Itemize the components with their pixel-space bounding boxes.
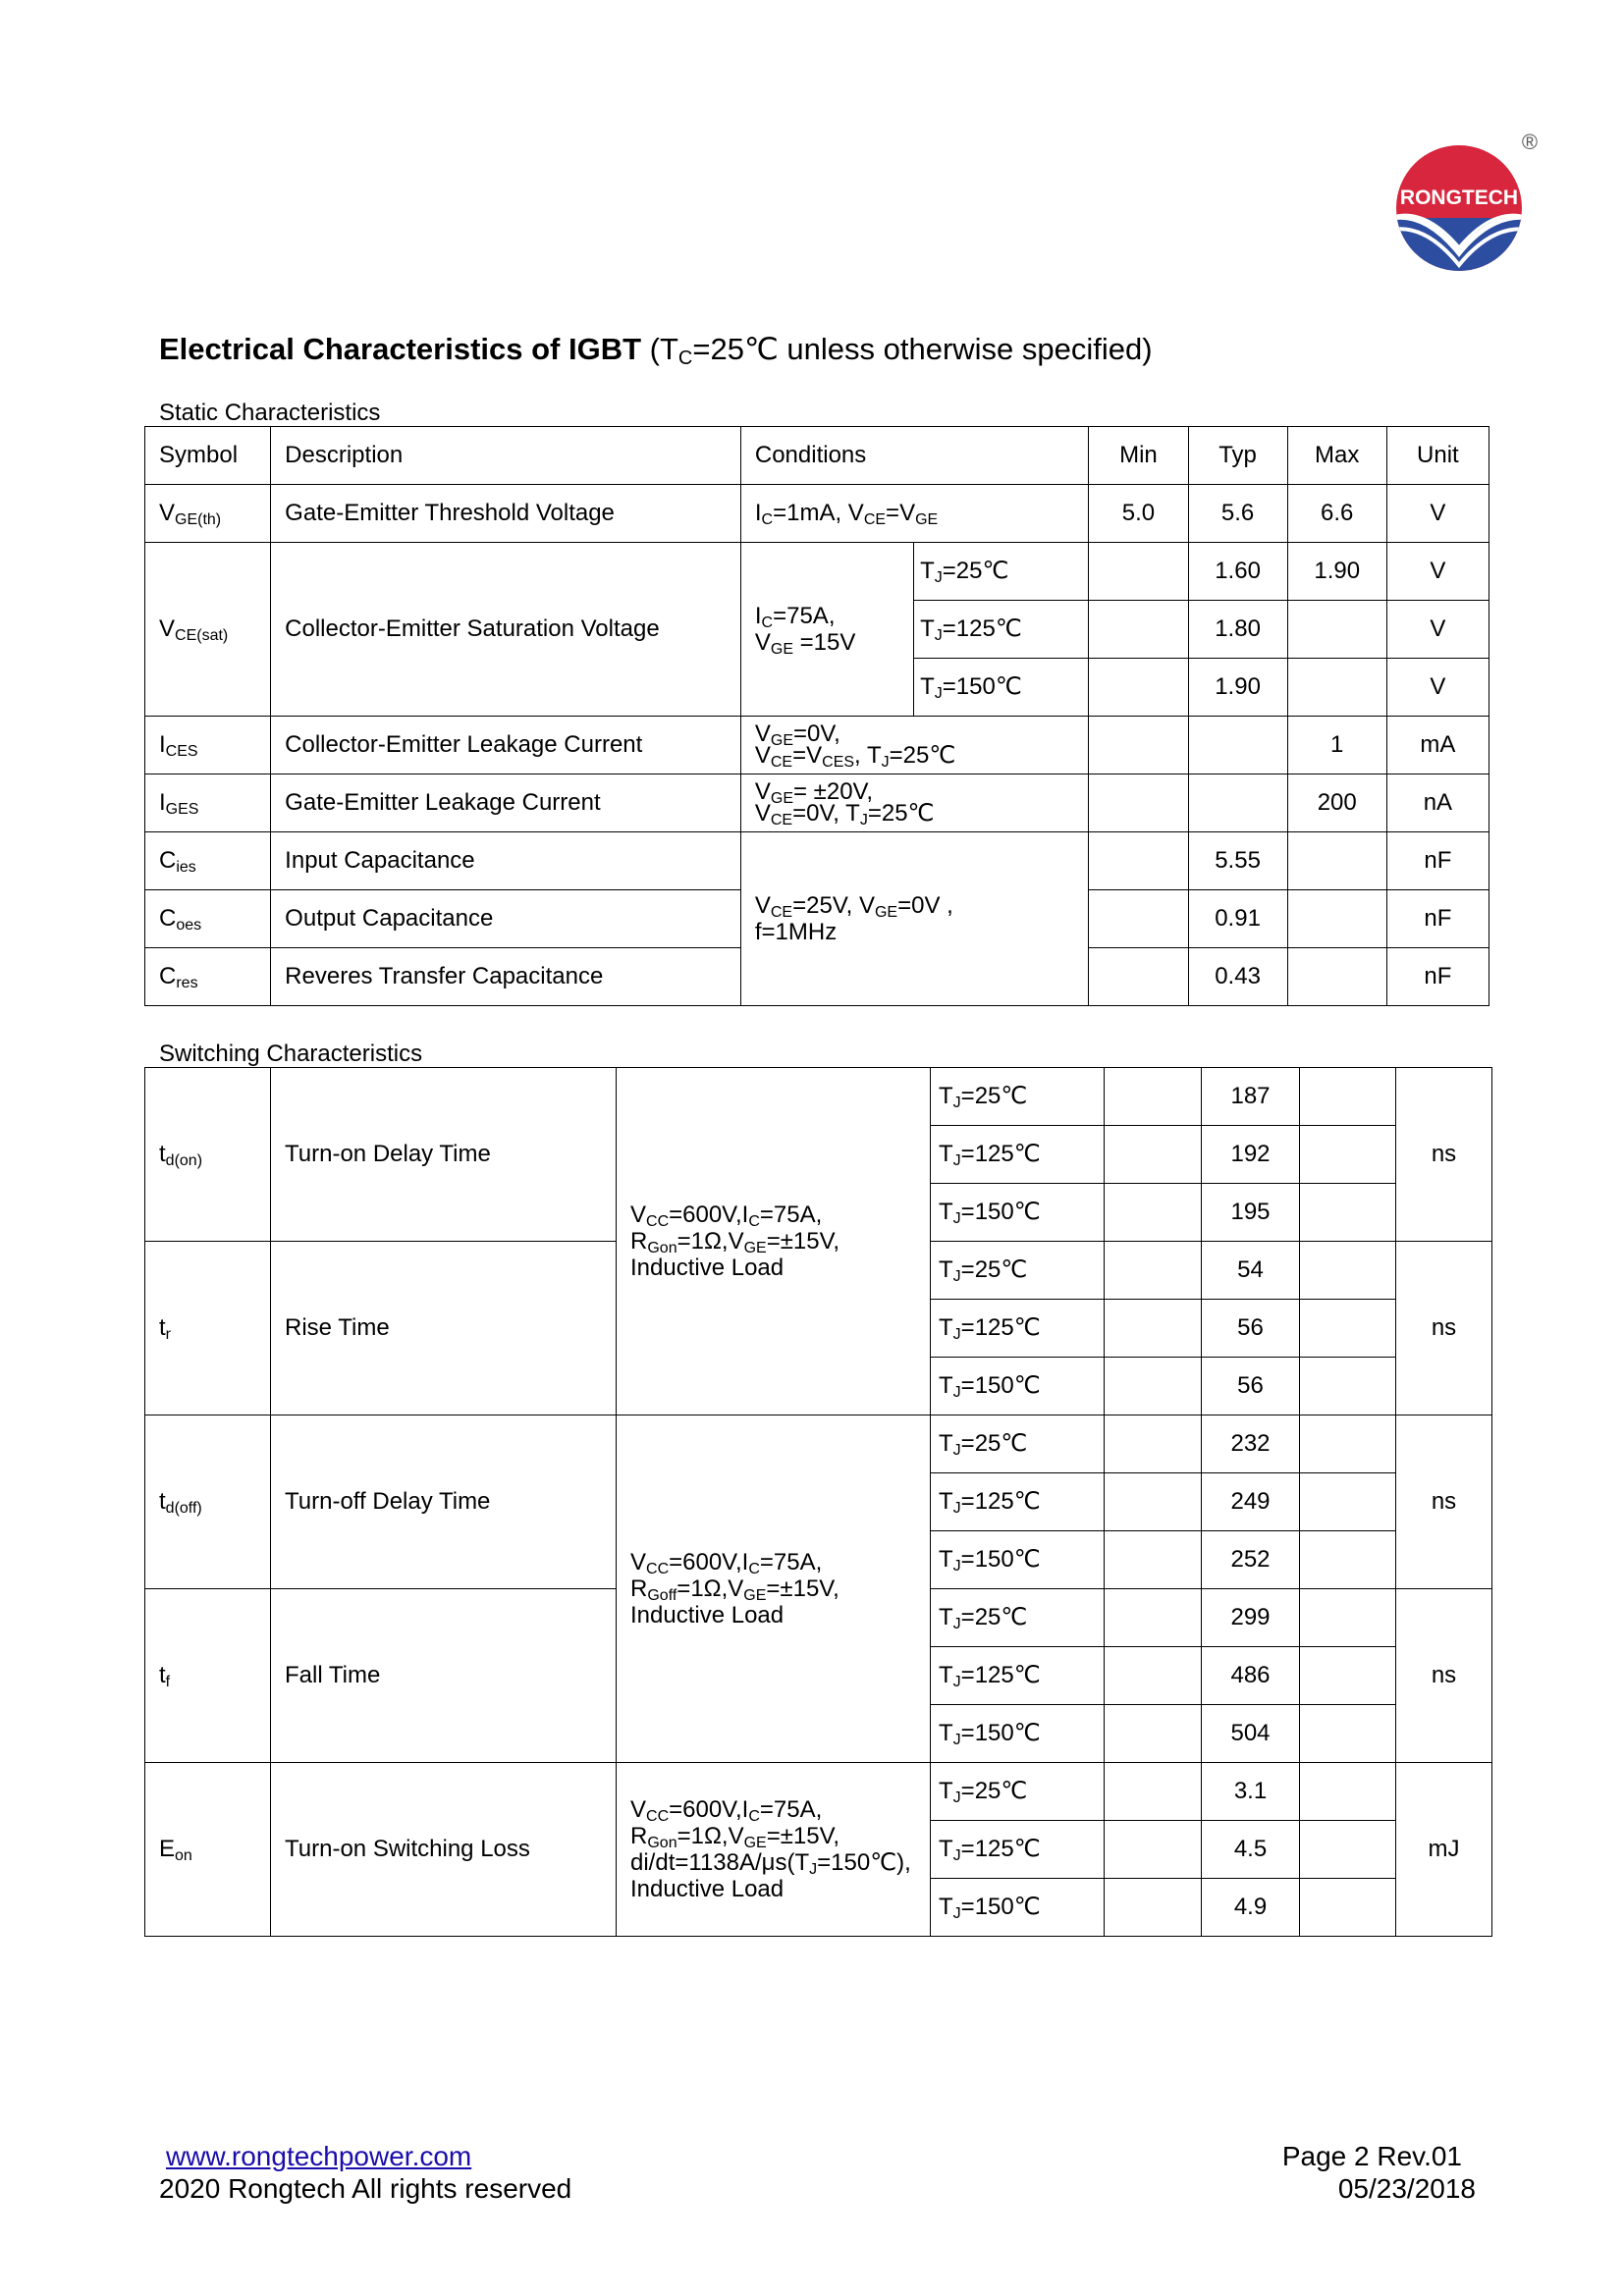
- description-cell: Collector-Emitter Saturation Voltage: [271, 543, 741, 717]
- typ-cell: 3.1: [1202, 1763, 1300, 1821]
- tj-cell: $T_J=125℃$: [931, 1300, 1105, 1358]
- min-cell: [1089, 717, 1188, 774]
- min-cell: [1089, 774, 1188, 832]
- table-row: [145, 832, 1489, 890]
- table-row: [145, 485, 1489, 543]
- symbol-cell: $I_{CES}$: [145, 717, 271, 774]
- typ-cell: 56: [1202, 1300, 1300, 1358]
- typ-cell: [1188, 717, 1287, 774]
- header-symbol: Symbol: [145, 427, 271, 485]
- static-characteristics-table: [144, 426, 1489, 1006]
- table-row: [145, 774, 1489, 832]
- tj-cell: $T_J=25℃$: [931, 1589, 1105, 1647]
- symbol-cell: $C_{ies}$: [145, 832, 271, 890]
- max-cell: [1300, 1705, 1396, 1763]
- symbol-cell: $V_{GE(th)}$: [145, 485, 271, 543]
- unit-cell: ns: [1396, 1415, 1492, 1589]
- tj-cell: $T_J=150℃$: [931, 1531, 1105, 1589]
- typ-cell: 0.91: [1188, 890, 1287, 948]
- unit-cell: V: [1386, 485, 1489, 543]
- max-cell: 200: [1287, 774, 1386, 832]
- tj-cell: $T_J=150℃$: [931, 1184, 1105, 1242]
- max-cell: [1300, 1821, 1396, 1879]
- logo-brand-text: RONGTECH: [1399, 187, 1519, 209]
- header-max: Max: [1287, 427, 1386, 485]
- min-cell: [1105, 1473, 1202, 1531]
- min-cell: [1105, 1879, 1202, 1937]
- conditions-cell: $V_{CC}=600V,I_C=75A$, $R_{Gon}=1\Omega,V_{GE}=\pm 15V$, $di/dt=1138A/\mu s(T_J=150℃)$, Inductive Load: [617, 1763, 931, 1937]
- max-cell: [1300, 1242, 1396, 1300]
- typ-cell: 1.90: [1188, 659, 1287, 717]
- max-cell: [1300, 1531, 1396, 1589]
- max-cell: [1300, 1415, 1396, 1473]
- tj-cell: $T_J=125℃$: [914, 601, 1089, 659]
- symbol-cell: $I_{GES}$: [145, 774, 271, 832]
- typ-cell: 504: [1202, 1705, 1300, 1763]
- header-min: Min: [1089, 427, 1188, 485]
- typ-cell: 252: [1202, 1531, 1300, 1589]
- max-cell: [1300, 1184, 1396, 1242]
- unit-cell: ns: [1396, 1242, 1492, 1415]
- description-cell: Turn-off Delay Time: [271, 1415, 617, 1589]
- max-cell: [1300, 1068, 1396, 1126]
- unit-cell: nA: [1386, 774, 1489, 832]
- typ-cell: 4.9: [1202, 1879, 1300, 1937]
- unit-cell: mJ: [1396, 1763, 1492, 1937]
- conditions-cell: $V_{GE}=0V$, $V_{CE}=V_{CES}$, $T_J=25℃$: [740, 717, 1089, 774]
- tj-cell: $T_J=125℃$: [931, 1473, 1105, 1531]
- conditions-cell: $V_{CC}=600V,I_C=75A$, $R_{Goff}=1\Omega,V_{GE}=\pm 15V$, Inductive Load: [617, 1415, 931, 1763]
- max-cell: [1300, 1589, 1396, 1647]
- min-cell: [1105, 1589, 1202, 1647]
- header-unit: Unit: [1386, 427, 1489, 485]
- symbol-cell: $t_{d(on)}$: [145, 1068, 271, 1242]
- title-bold: Electrical Characteristics of IGBT: [159, 332, 642, 366]
- max-cell: [1300, 1126, 1396, 1184]
- conditions-cell: $I_C=1mA$, $V_{CE}=V_{GE}$: [740, 485, 1089, 543]
- max-cell: [1300, 1473, 1396, 1531]
- unit-cell: ns: [1396, 1068, 1492, 1242]
- max-cell: [1287, 948, 1386, 1006]
- header-description: Description: [271, 427, 741, 485]
- min-cell: [1105, 1647, 1202, 1705]
- max-cell: [1300, 1763, 1396, 1821]
- conditions-cell: $V_{GE}= \pm 20V$, $V_{CE}=0V$, $T_J=25℃$: [740, 774, 1089, 832]
- typ-cell: 195: [1202, 1184, 1300, 1242]
- max-cell: [1300, 1647, 1396, 1705]
- table-row: [145, 1415, 1492, 1473]
- min-cell: [1089, 659, 1188, 717]
- typ-cell: 1.60: [1188, 543, 1287, 601]
- registered-mark: ®: [1521, 130, 1539, 154]
- min-cell: [1105, 1068, 1202, 1126]
- min-cell: [1105, 1300, 1202, 1358]
- symbol-cell: $t_f$: [145, 1589, 271, 1763]
- rongtech-logo: [1392, 128, 1540, 275]
- min-cell: [1089, 890, 1188, 948]
- min-cell: [1105, 1126, 1202, 1184]
- symbol-cell: $t_r$: [145, 1242, 271, 1415]
- symbol-cell: $C_{oes}$: [145, 890, 271, 948]
- header-conditions: Conditions: [740, 427, 1089, 485]
- min-cell: [1105, 1184, 1202, 1242]
- symbol-cell: $t_{d(off)}$: [145, 1415, 271, 1589]
- min-cell: 5.0: [1089, 485, 1188, 543]
- symbol-cell: $C_{res}$: [145, 948, 271, 1006]
- max-cell: 6.6: [1287, 485, 1386, 543]
- max-cell: [1287, 601, 1386, 659]
- tj-cell: $T_J=25℃$: [931, 1415, 1105, 1473]
- conditions-cell: $I_C=75A$, $V_{GE} =15V$: [740, 543, 913, 717]
- unit-cell: V: [1386, 601, 1489, 659]
- conditions-cell: $V_{CC}=600V,I_C=75A$, $R_{Gon}=1\Omega,V_{GE}=\pm 15V$, Inductive Load: [617, 1068, 931, 1415]
- copyright-text: 2020 Rongtech All rights reserved: [159, 2173, 572, 2204]
- tj-cell: $T_J=125℃$: [931, 1126, 1105, 1184]
- max-cell: [1287, 890, 1386, 948]
- tj-cell: $T_J=150℃$: [914, 659, 1089, 717]
- revision-date: 05/23/2018: [1337, 2173, 1476, 2204]
- tj-cell: $T_J=25℃$: [931, 1068, 1105, 1126]
- description-cell: Input Capacitance: [271, 832, 741, 890]
- description-cell: Fall Time: [271, 1589, 617, 1763]
- typ-cell: 192: [1202, 1126, 1300, 1184]
- description-cell: Rise Time: [271, 1242, 617, 1415]
- typ-cell: 232: [1202, 1415, 1300, 1473]
- typ-cell: 56: [1202, 1358, 1300, 1415]
- max-cell: [1300, 1879, 1396, 1937]
- unit-cell: mA: [1386, 717, 1489, 774]
- description-cell: Gate-Emitter Threshold Voltage: [271, 485, 741, 543]
- typ-cell: 1.80: [1188, 601, 1287, 659]
- typ-cell: 4.5: [1202, 1821, 1300, 1879]
- typ-cell: [1188, 774, 1287, 832]
- min-cell: [1105, 1705, 1202, 1763]
- unit-cell: V: [1386, 543, 1489, 601]
- description-cell: Reveres Transfer Capacitance: [271, 948, 741, 1006]
- min-cell: [1089, 601, 1188, 659]
- typ-cell: 5.55: [1188, 832, 1287, 890]
- min-cell: [1105, 1358, 1202, 1415]
- min-cell: [1089, 543, 1188, 601]
- min-cell: [1105, 1821, 1202, 1879]
- website-link[interactable]: www.rongtechpower.com: [166, 2141, 472, 2171]
- page-number: Page 2 Rev.01: [1281, 2141, 1462, 2171]
- description-cell: Gate-Emitter Leakage Current: [271, 774, 741, 832]
- tj-cell: $T_J=150℃$: [931, 1705, 1105, 1763]
- typ-cell: 299: [1202, 1589, 1300, 1647]
- tj-cell: $T_J=150℃$: [931, 1358, 1105, 1415]
- description-cell: Collector-Emitter Leakage Current: [271, 717, 741, 774]
- tj-cell: $T_J=150℃$: [931, 1879, 1105, 1937]
- tj-cell: $T_J=125℃$: [931, 1647, 1105, 1705]
- min-cell: [1089, 948, 1188, 1006]
- description-cell: Output Capacitance: [271, 890, 741, 948]
- max-cell: 1: [1287, 717, 1386, 774]
- static-section-label: Static Characteristics: [159, 400, 381, 426]
- page-title: Electrical Characteristics of IGBT ($T_C=25℃$ unless otherwise specified): [159, 332, 1153, 369]
- max-cell: 1.90: [1287, 543, 1386, 601]
- typ-cell: 486: [1202, 1647, 1300, 1705]
- typ-cell: 5.6: [1188, 485, 1287, 543]
- unit-cell: nF: [1386, 890, 1489, 948]
- min-cell: [1105, 1242, 1202, 1300]
- min-cell: [1105, 1763, 1202, 1821]
- tj-cell: $T_J=125℃$: [931, 1821, 1105, 1879]
- tj-cell: $T_J=25℃$: [931, 1763, 1105, 1821]
- table-row: [145, 1763, 1492, 1821]
- switching-section-label: Switching Characteristics: [159, 1041, 423, 1067]
- typ-cell: 54: [1202, 1242, 1300, 1300]
- conditions-cell: $V_{CE}=25V$, $V_{GE}=0V$ , f=1MHz: [740, 832, 1089, 1006]
- unit-cell: V: [1386, 659, 1489, 717]
- typ-cell: 0.43: [1188, 948, 1287, 1006]
- table-row: [145, 543, 1489, 601]
- symbol-cell: $V_{CE(sat)}$: [145, 543, 271, 717]
- min-cell: [1105, 1415, 1202, 1473]
- table-row: [145, 1068, 1492, 1126]
- unit-cell: nF: [1386, 948, 1489, 1006]
- description-cell: Turn-on Switching Loss: [271, 1763, 617, 1937]
- min-cell: [1105, 1531, 1202, 1589]
- static-header-row: [145, 427, 1489, 485]
- tj-cell: $T_J=25℃$: [914, 543, 1089, 601]
- max-cell: [1287, 659, 1386, 717]
- max-cell: [1300, 1300, 1396, 1358]
- max-cell: [1300, 1358, 1396, 1415]
- tj-cell: $T_J=25℃$: [931, 1242, 1105, 1300]
- symbol-cell: $E_{on}$: [145, 1763, 271, 1937]
- min-cell: [1089, 832, 1188, 890]
- unit-cell: ns: [1396, 1589, 1492, 1763]
- table-row: [145, 717, 1489, 774]
- unit-cell: nF: [1386, 832, 1489, 890]
- typ-cell: 249: [1202, 1473, 1300, 1531]
- header-typ: Typ: [1188, 427, 1287, 485]
- description-cell: Turn-on Delay Time: [271, 1068, 617, 1242]
- typ-cell: 187: [1202, 1068, 1300, 1126]
- max-cell: [1287, 832, 1386, 890]
- switching-characteristics-table: [144, 1067, 1492, 1937]
